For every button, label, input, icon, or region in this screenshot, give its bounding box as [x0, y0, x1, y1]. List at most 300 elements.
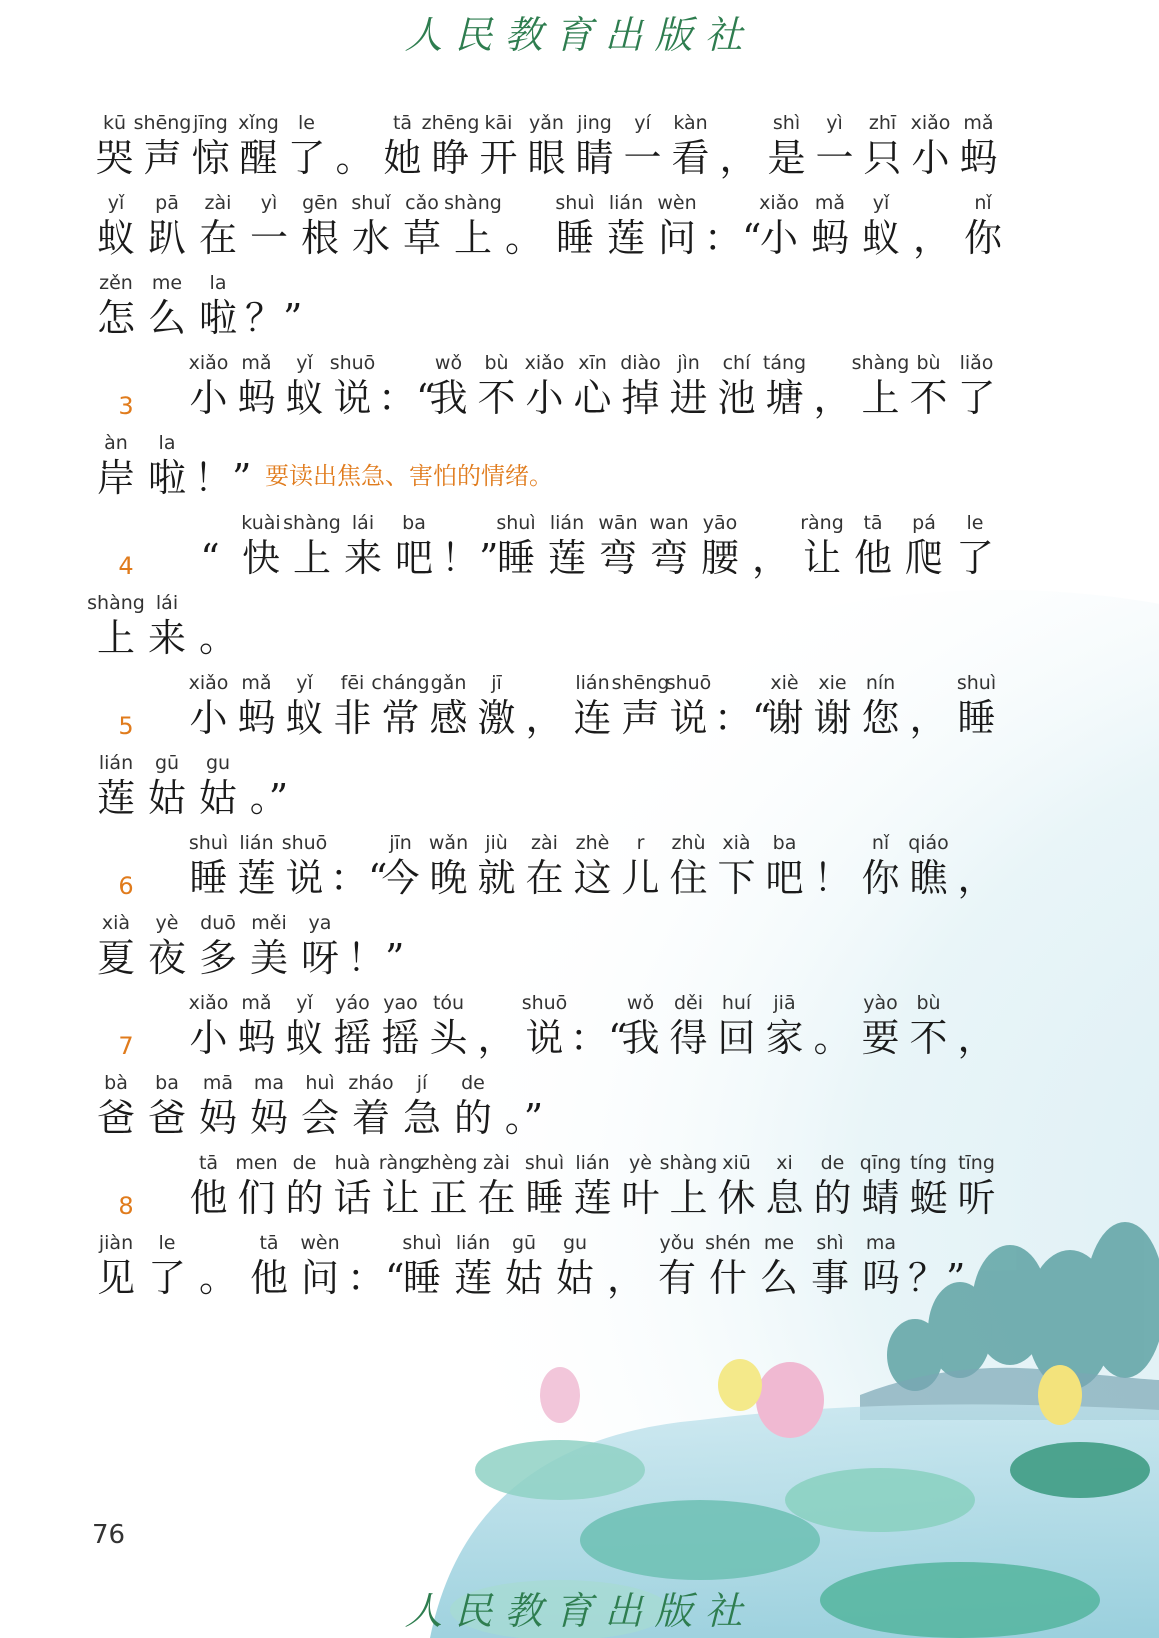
pinyin: tā [198, 1152, 219, 1174]
text-line [0, 270, 1159, 350]
pinyin: ya [308, 912, 332, 934]
pinyin: shuì [524, 1152, 565, 1174]
text-line [0, 1070, 1159, 1150]
pinyin: liǎo [959, 352, 994, 374]
pinyin: shuō [329, 352, 376, 374]
pinyin: yǐ [296, 672, 313, 694]
text-line [0, 110, 1159, 190]
pinyin: jìn [677, 352, 700, 374]
hanzi: 小 [759, 216, 798, 260]
hanzi: 姑 [198, 776, 237, 820]
pinyin: diào [620, 352, 661, 374]
pinyin: shuì [956, 672, 997, 694]
hanzi: 谢 [813, 696, 852, 740]
hanzi: ：“ [347, 1256, 405, 1300]
hanzi: 爸 [96, 1096, 135, 1140]
hanzi: 。 [335, 136, 374, 180]
pinyin: wèn [657, 192, 697, 214]
pinyin: zài [204, 192, 232, 214]
pinyin: wǒ [434, 352, 463, 374]
hanzi: 吗 [861, 1256, 900, 1300]
hanzi: 了 [147, 1256, 186, 1300]
pinyin: me [763, 1232, 795, 1254]
pinyin: xiǎo [759, 192, 799, 214]
pinyin: ràng [800, 512, 844, 534]
hanzi: ：“ [570, 1016, 628, 1060]
pinyin: xi [776, 1152, 793, 1174]
pinyin: de [292, 1152, 317, 1174]
pinyin: shàng [444, 192, 502, 214]
hanzi: 小 [189, 1016, 228, 1060]
hanzi: 着 [351, 1096, 390, 1140]
hanzi: 让 [802, 536, 841, 580]
hanzi: 这 [573, 856, 612, 900]
pinyin: ma [865, 1232, 897, 1254]
pinyin: zhè [575, 832, 610, 854]
pinyin: shuō [521, 992, 568, 1014]
hanzi: 是 [767, 136, 806, 180]
pinyin: yào [863, 992, 898, 1014]
hanzi: 他 [189, 1176, 228, 1220]
hanzi: 啦 [147, 456, 186, 500]
pinyin: tīng [958, 1152, 995, 1174]
hanzi: 摇 [333, 1016, 372, 1060]
pinyin: gēn [302, 192, 338, 214]
text-line [0, 590, 1159, 670]
hanzi: 趴 [147, 216, 186, 260]
pinyin: ba [772, 832, 797, 854]
pinyin: wān [598, 512, 638, 534]
hanzi: 上 [453, 216, 492, 260]
hanzi: 头 [429, 1016, 468, 1060]
hanzi: 妈 [198, 1096, 237, 1140]
pinyin: mā [202, 1072, 234, 1094]
pinyin: jīng [193, 112, 228, 134]
hanzi: 您 [861, 696, 900, 740]
hanzi: 要 [861, 1016, 900, 1060]
hanzi: 声 [143, 136, 182, 180]
pinyin: zhèng [419, 1152, 478, 1174]
hanzi: 他 [853, 536, 892, 580]
hanzi: 住 [669, 856, 708, 900]
pinyin: shuō [281, 832, 328, 854]
hanzi: 上 [861, 376, 900, 420]
hanzi: 上 [292, 536, 331, 580]
hanzi: ， [912, 216, 951, 260]
text-line [0, 830, 1159, 910]
hanzi: 一 [623, 136, 662, 180]
pinyin: xià [101, 912, 131, 934]
hanzi: 快 [241, 536, 280, 580]
hanzi: ， [525, 696, 564, 740]
hanzi: 问 [657, 216, 696, 260]
hanzi: 惊 [191, 136, 230, 180]
pinyin: yè [629, 1152, 652, 1174]
hanzi: 急 [402, 1096, 441, 1140]
hanzi: 来 [343, 536, 382, 580]
hanzi: 什 [708, 1256, 747, 1300]
hanzi: 了 [957, 376, 996, 420]
hanzi: 我 [621, 1016, 660, 1060]
hanzi: 小 [189, 696, 228, 740]
hanzi: 眼 [527, 136, 566, 180]
hanzi: 事 [810, 1256, 849, 1300]
hanzi: 姑 [504, 1256, 543, 1300]
hanzi: 蚁 [285, 376, 324, 420]
pinyin: yāo [702, 512, 738, 534]
hanzi: 见 [96, 1256, 135, 1300]
pinyin: qiáo [908, 832, 949, 854]
hanzi: 的 [813, 1176, 852, 1220]
pinyin: děi [673, 992, 704, 1014]
pinyin: bù [484, 352, 509, 374]
hanzi: 会 [300, 1096, 339, 1140]
text-line [0, 990, 1159, 1070]
pinyin: bù [916, 992, 941, 1014]
pinyin: gū [154, 752, 180, 774]
hanzi: 上 [96, 616, 135, 660]
pinyin: la [209, 272, 227, 294]
pinyin: bù [916, 352, 941, 374]
hanzi: 回 [717, 1016, 756, 1060]
paragraph-number: 3 [118, 392, 134, 420]
pinyin: lián [98, 752, 134, 774]
text-line [0, 430, 1159, 510]
pinyin: shuì [555, 192, 595, 214]
hanzi: ， [957, 856, 996, 900]
hanzi: 多 [198, 936, 237, 980]
pinyin: gu [205, 752, 231, 774]
hanzi: 问 [300, 1256, 339, 1300]
hanzi: 啦 [198, 296, 237, 340]
pinyin: huà [334, 1152, 371, 1174]
pinyin: yao [383, 992, 418, 1014]
pinyin: le [966, 512, 984, 534]
hanzi: ：“ [330, 856, 388, 900]
text-line [0, 1230, 1159, 1310]
pinyin: xiǎo [188, 992, 229, 1014]
pinyin: jiàn [98, 1232, 134, 1254]
pinyin: cháng [371, 672, 430, 694]
pinyin: xiǎo [188, 352, 229, 374]
hanzi: 看 [671, 136, 710, 180]
pinyin: àn [104, 432, 128, 454]
pinyin: yì [260, 192, 278, 214]
pinyin: yǎn [529, 112, 564, 134]
pinyin: kāi [484, 112, 513, 134]
hanzi: 睡 [189, 856, 228, 900]
hanzi: 蜓 [909, 1176, 948, 1220]
hanzi: 水 [351, 216, 390, 260]
hanzi: 今 [381, 856, 420, 900]
hanzi: 蚂 [237, 376, 276, 420]
pinyin: kuài [241, 512, 281, 534]
pinyin: tā [392, 112, 413, 134]
publisher-logo-top: 人民教育出版社 [404, 13, 755, 57]
pinyin: tā [863, 512, 883, 534]
hanzi: 吧 [765, 856, 804, 900]
hanzi: 说 [333, 376, 372, 420]
pinyin: shuǐ [351, 192, 391, 214]
hanzi: 蚁 [285, 696, 324, 740]
hanzi: ！” [194, 456, 252, 500]
pinyin: yì [826, 112, 843, 134]
hanzi: 妈 [249, 1096, 288, 1140]
pinyin: xīn [578, 352, 607, 374]
hanzi: 进 [669, 376, 708, 420]
hanzi: “ [200, 536, 220, 580]
hanzi: 蚂 [237, 1016, 276, 1060]
pinyin: de [820, 1152, 845, 1174]
hanzi: ？” [245, 296, 303, 340]
hanzi: 莲 [606, 216, 645, 260]
hanzi: ， [719, 136, 758, 180]
pinyin: bà [104, 1072, 128, 1094]
hanzi: 睡 [957, 696, 996, 740]
pinyin: huì [305, 1072, 335, 1094]
hanzi: 睁 [431, 136, 470, 180]
pinyin: tíng [910, 1152, 947, 1174]
pinyin: shàng [659, 1152, 718, 1174]
hanzi: ， [813, 376, 852, 420]
pinyin: men [235, 1152, 278, 1174]
pinyin: zhī [868, 112, 897, 134]
hanzi: 他 [249, 1256, 288, 1300]
hanzi: 在 [477, 1176, 516, 1220]
page-number: 76 [92, 1520, 126, 1550]
hanzi: ：“ [378, 376, 436, 420]
hanzi: 话 [333, 1176, 372, 1220]
hanzi: ？” [908, 1256, 966, 1300]
hanzi: ：“ [714, 696, 772, 740]
hanzi: ， [957, 1016, 996, 1060]
hanzi: 了 [955, 536, 994, 580]
pinyin: ba [402, 512, 426, 534]
pinyin: qīng [859, 1152, 902, 1174]
text-line [0, 1150, 1159, 1230]
pinyin: duō [200, 912, 236, 934]
hanzi: ：“ [704, 216, 762, 260]
hanzi: 蜻 [861, 1176, 900, 1220]
hanzi: 有 [657, 1256, 696, 1300]
hanzi: 。 [198, 1256, 237, 1300]
text-line [0, 910, 1159, 990]
pinyin: wǒ [626, 992, 655, 1014]
hanzi: 美 [249, 936, 288, 980]
hanzi: 下 [717, 856, 756, 900]
pinyin: lái [155, 592, 179, 614]
text-line [0, 350, 1159, 430]
pinyin: me [151, 272, 183, 294]
hanzi: ！” [441, 536, 499, 580]
pinyin: le [298, 112, 315, 134]
text-line [0, 750, 1159, 830]
pinyin: tóu [432, 992, 465, 1014]
pinyin: shuì [402, 1232, 442, 1254]
pinyin: shàng [283, 512, 341, 534]
pinyin: jiù [485, 832, 508, 854]
pinyin: chí [722, 352, 751, 374]
hanzi: 来 [147, 616, 186, 660]
hanzi: 掉 [621, 376, 660, 420]
pinyin: zěn [99, 272, 133, 294]
hanzi: 常 [381, 696, 420, 740]
hanzi: 儿 [621, 856, 660, 900]
hanzi: 爸 [147, 1096, 186, 1140]
pinyin: xǐng [238, 112, 279, 134]
hanzi: 不 [477, 376, 516, 420]
hanzi: 池 [717, 376, 756, 420]
pinyin: shuì [496, 512, 536, 534]
pinyin: nǐ [871, 832, 890, 854]
hanzi: 心 [573, 376, 612, 420]
hanzi: 蚁 [285, 1016, 324, 1060]
pinyin: wèn [300, 1232, 340, 1254]
hanzi: 开 [479, 136, 518, 180]
pinyin: yáo [335, 992, 370, 1014]
hanzi: 弯 [598, 536, 637, 580]
hanzi: 。 [813, 1016, 852, 1060]
hanzi: 。” [249, 776, 289, 820]
hanzi: 睡 [555, 216, 594, 260]
pinyin: shēng [133, 112, 192, 134]
hanzi: 塘 [765, 376, 804, 420]
hanzi: 。 [504, 216, 543, 260]
hanzi: 在 [525, 856, 564, 900]
pinyin: shì [772, 112, 801, 134]
publisher-logo-bottom: 人民教育出版社 [404, 1589, 755, 1633]
pinyin: nǐ [974, 192, 992, 214]
text-line [0, 510, 1159, 590]
hanzi: 蚂 [237, 696, 276, 740]
pinyin: xiǎo [910, 112, 951, 134]
hanzi: 她 [383, 136, 422, 180]
hanzi: ！” [347, 936, 405, 980]
hanzi: 莲 [547, 536, 586, 580]
hanzi: 瞧 [909, 856, 948, 900]
pinyin: jing [577, 112, 612, 134]
paragraph-number: 8 [118, 1192, 134, 1220]
hanzi: 息 [765, 1176, 804, 1220]
hanzi: 一 [815, 136, 854, 180]
hanzi: 连 [573, 696, 612, 740]
pinyin: yǐ [296, 992, 313, 1014]
pinyin: ma [253, 1072, 285, 1094]
pinyin: nín [865, 672, 896, 694]
hanzi: 就 [477, 856, 516, 900]
hanzi: 怎 [96, 296, 135, 340]
pinyin: xiǎo [524, 352, 565, 374]
pinyin: pā [155, 192, 179, 214]
paragraph-number: 7 [118, 1032, 134, 1060]
hanzi: 小 [189, 376, 228, 420]
text-line [0, 670, 1159, 750]
hanzi: 说 [669, 696, 708, 740]
pinyin: mǎ [241, 672, 272, 694]
pinyin: de [461, 1072, 485, 1094]
pinyin: mǎ [241, 992, 272, 1014]
hanzi: 夏 [96, 936, 135, 980]
pinyin: kū [102, 112, 127, 134]
hanzi: 草 [402, 216, 441, 260]
hanzi: ， [606, 1256, 645, 1300]
pinyin: jīn [389, 832, 412, 854]
hanzi: 睡 [525, 1176, 564, 1220]
pinyin: mǎ [814, 192, 846, 214]
hanzi: 叶 [621, 1176, 660, 1220]
hanzi: 哭 [95, 136, 134, 180]
pinyin: shuō [665, 672, 712, 694]
pinyin: zháo [348, 1072, 394, 1094]
reading-tip: 要读出焦急、害怕的情绪。 [265, 462, 553, 490]
paragraph-number: 5 [118, 712, 134, 740]
hanzi: 夜 [147, 936, 186, 980]
hanzi: 谢 [765, 696, 804, 740]
hanzi: 激 [477, 696, 516, 740]
hanzi: 莲 [453, 1256, 492, 1300]
pinyin: shuì [188, 832, 229, 854]
hanzi: 睛 [575, 136, 614, 180]
hanzi: 非 [333, 696, 372, 740]
hanzi: 家 [765, 1016, 804, 1060]
hanzi: 在 [198, 216, 237, 260]
pinyin: gū [511, 1232, 537, 1254]
pinyin: zài [483, 1152, 510, 1174]
pinyin: cǎo [405, 192, 439, 214]
hanzi: 蚁 [96, 216, 135, 260]
hanzi: 小 [525, 376, 564, 420]
pinyin: yǐ [296, 352, 313, 374]
pinyin: yí [634, 112, 651, 134]
hanzi: 不 [909, 1016, 948, 1060]
pinyin: shàng [851, 352, 910, 374]
pinyin: le [158, 1232, 176, 1254]
hanzi: 不 [909, 376, 948, 420]
pinyin: huí [721, 992, 752, 1014]
pinyin: kàn [673, 112, 708, 134]
hanzi: 莲 [573, 1176, 612, 1220]
hanzi: ， [751, 536, 790, 580]
hanzi: 休 [717, 1176, 756, 1220]
pinyin: yè [155, 912, 179, 934]
hanzi: 腰 [700, 536, 739, 580]
pinyin: lái [351, 512, 375, 534]
pinyin: wan [649, 512, 689, 534]
hanzi: 吧 [394, 536, 433, 580]
pinyin: pá [912, 512, 936, 534]
hanzi: 上 [669, 1176, 708, 1220]
pinyin: mǎ [963, 112, 994, 134]
pinyin: gu [562, 1232, 588, 1254]
hanzi: 感 [429, 696, 468, 740]
pinyin: ràng [378, 1152, 423, 1174]
pinyin: lián [549, 512, 585, 534]
hanzi: 根 [300, 216, 339, 260]
hanzi: 蚁 [861, 216, 900, 260]
hanzi: 得 [669, 1016, 708, 1060]
pinyin: fēi [340, 672, 365, 694]
hanzi: 岸 [96, 456, 135, 500]
hanzi: ！ [813, 856, 852, 900]
hanzi: 的 [285, 1176, 324, 1220]
hanzi: ， [909, 696, 948, 740]
hanzi: 。” [504, 1096, 544, 1140]
hanzi: 。 [198, 616, 237, 660]
hanzi: 说 [285, 856, 324, 900]
hanzi: 了 [287, 136, 326, 180]
pinyin: zhù [671, 832, 706, 854]
hanzi: 莲 [96, 776, 135, 820]
